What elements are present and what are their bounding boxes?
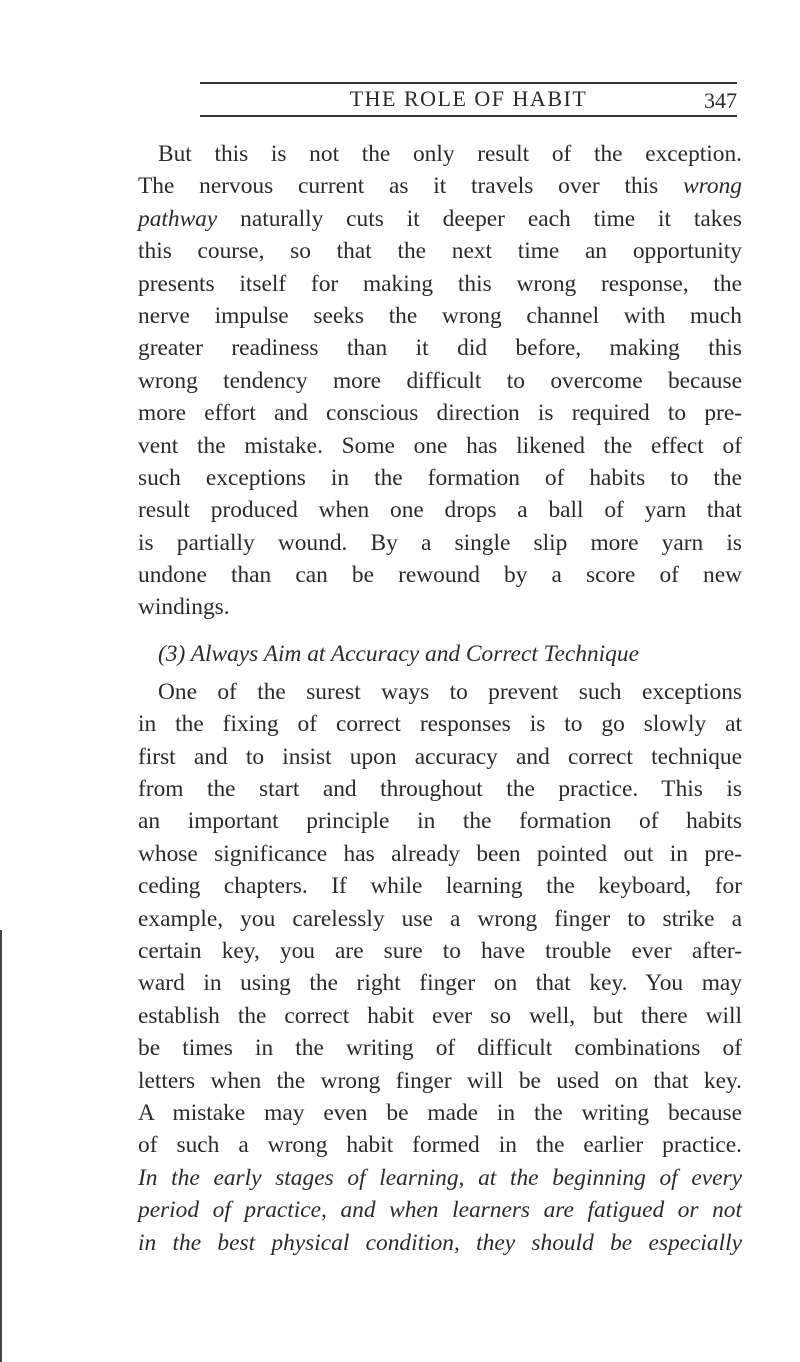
text-line: this course, so that the next time an opportunity: [138, 238, 742, 265]
text-line: be times in the writing of difficult combinations of: [138, 1035, 742, 1062]
text-line: undone than can be rewound by a score of new: [138, 562, 742, 589]
italic-text-run: wrong: [683, 173, 742, 200]
text-line: an important principle in the formation of habits: [138, 808, 742, 835]
header-rule-bottom: [200, 115, 737, 117]
text-line: But this is not the only result of the exception.: [158, 141, 742, 167]
text-line: ceding chapters. If while learning the keyboard, for: [138, 873, 742, 900]
paragraph-2: [138, 676, 742, 1259]
italic-text-line: period of practice, and when learners are fatigued or not: [138, 1197, 742, 1224]
text-run: The nervous current as it travels over this: [138, 173, 659, 200]
text-line: [138, 170, 742, 202]
text-line: One of the surest ways to prevent such exceptions: [158, 678, 742, 705]
text-line: vent the mistake. Some one has likened the effect of: [138, 432, 742, 459]
text-line: first and to insist upon accuracy and correct technique: [138, 743, 742, 770]
text-line: such exceptions in the formation of habits to the: [138, 464, 742, 491]
section-heading: (3) Always Aim at Accuracy and Correct Technique: [158, 640, 639, 667]
italic-text-line: In the early stages of learning, at the beginning of every: [138, 1164, 742, 1191]
text-line: greater readiness than it did before, making this: [138, 335, 742, 362]
italic-text-run: pathway: [138, 205, 218, 232]
text-line: letters when the wrong finger will be used on that key.: [138, 1067, 742, 1094]
text-line: whose significance has already been pointed out in pre-: [138, 840, 742, 867]
text-line: presents itself for making this wrong response, the: [138, 270, 742, 297]
text-line: wrong tendency more difficult to overcome because: [138, 367, 742, 394]
page-edge-line: [0, 930, 2, 1362]
text-line: example, you carelessly use a wrong finger to strike a: [138, 905, 742, 932]
page-number: 347: [704, 88, 737, 113]
text-line: in the fixing of correct responses is to go slowly at: [138, 711, 742, 738]
running-header-title: THE ROLE OF HABIT: [349, 86, 588, 111]
text-line: is partially wound. By a single slip more yarn is: [138, 529, 742, 556]
italic-text-line: in the best physical condition, they should be especially: [138, 1229, 742, 1256]
text-line: result produced when one drops a ball of yarn that: [138, 497, 742, 524]
body-text: [138, 138, 742, 1259]
heading-spacer: [138, 624, 742, 636]
text-line: ward in using the right finger on that key. You may: [138, 970, 742, 997]
text-run: naturally cuts it deeper each time it takes: [240, 205, 742, 232]
text-line: certain key, you are sure to have trouble ever after-: [138, 937, 742, 964]
text-line: nerve impulse seeks the wrong channel with much: [138, 302, 742, 329]
text-line: [138, 203, 742, 235]
text-line: more effort and conscious direction is required to pre-: [138, 400, 742, 427]
text-line: from the start and throughout the practice. This is: [138, 776, 742, 803]
running-header: [200, 84, 737, 114]
text-line: of such a wrong habit formed in the earlier practice.: [138, 1132, 742, 1159]
text-line: windings.: [138, 594, 230, 621]
text-line: A mistake may even be made in the writing because: [138, 1099, 742, 1126]
paragraph-1: [138, 138, 742, 624]
text-line: establish the correct habit ever so well, but there will: [138, 1002, 742, 1029]
